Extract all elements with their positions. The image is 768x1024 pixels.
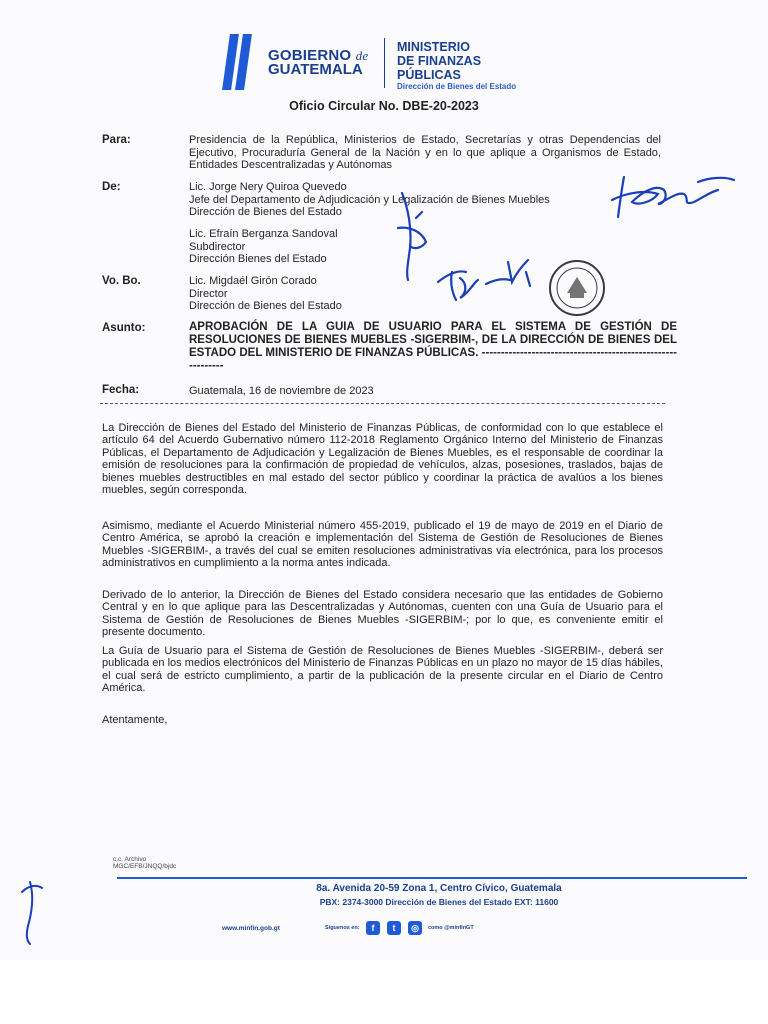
footer-address: 8a. Avenida 20-59 Zona 1, Centro Cívico, Guatemala	[316, 883, 562, 894]
instagram-icon[interactable]: ◎	[408, 921, 422, 935]
gov-logo-line2: GUATEMALA	[268, 61, 363, 78]
document-title: Oficio Circular No. DBE-20-2023	[289, 99, 479, 113]
ministry-title: MINISTERIO DE FINANZAS PÚBLICAS	[397, 40, 482, 82]
fecha-divider	[100, 403, 665, 404]
footer-website-link[interactable]: www.minfin.gob.gt	[222, 925, 280, 932]
closing: Atentamente,	[102, 714, 168, 726]
sender2-block	[189, 228, 338, 266]
body-paragraph-1: La Dirección de Bienes del Estado del Ministerio de Finanzas Públicas, de conformidad con lo que establece el artículo 64 del Acuerdo Gubernativo número 112-2018 Reglamento Orgánico Interno del Ministerio de Finanzas Públicas, el Departamento de Adjudicación y Legalización de Bienes Muebles, es el responsable de coordinar la emisión de resoluciones para la confirmación de propiedad de vehículos, alzas, posesiones, traslados, bajas de bienes muebles destructibles en mal estado del sector público y coordinar la práctica de avalúos a los bienes muebles, según corresponda.	[102, 422, 663, 497]
sender1-name: Lic. Jorge Nery Quiroa Quevedo	[189, 181, 347, 193]
page-margin	[0, 960, 768, 1024]
body-paragraph-2: Asimismo, mediante el Acuerdo Ministerial número 455-2019, publicado el 19 de mayo de 2019 en el Diario de Centro América, se aprobó la creación e implementación del Sistema de Gestión de Resoluciones de Bienes Muebles -SIGERBIM-, a través del cual se emiten resoluciones administrativas vía electrónica, para los procesos administrativos en cumplimiento a la norma antes indicada.	[102, 520, 663, 570]
para-text: Presidencia de la República, Ministerios de Estado, Secretarías y otras Dependencias del Ejecutivo, Procuraduría General de la Nación y en lo que aplique a Organismos de Estado, Entidades Descentralizadas y Autónomas	[189, 134, 661, 171]
header-divider	[384, 38, 385, 88]
footer-handle: como @minfinGT	[428, 925, 474, 931]
vobo-block	[189, 275, 342, 313]
sender1-role: Jefe del Departamento de Adjudicación y Legalización de Bienes Muebles	[189, 193, 550, 206]
asunto-label: Asunto:	[102, 322, 146, 334]
facebook-icon[interactable]: f	[366, 921, 380, 935]
sender2-office: Dirección Bienes del Estado	[189, 253, 327, 265]
sender1-block	[189, 181, 550, 219]
sender2-role: Subdirector	[189, 240, 246, 253]
cc-block: c.c. Archivo MGC/EFB/JNQQ/bjdc	[113, 856, 177, 870]
footer-follow-label: Síguenos en:	[325, 925, 360, 931]
vobo-name: Lic. Migdaél Girón Corado	[189, 275, 317, 287]
guatemala-flag-logo	[222, 34, 262, 90]
signature-director-icon	[430, 252, 540, 307]
footer-pbx: PBX: 2374-3000 Dirección de Bienes del Estado EXT: 11600	[319, 897, 559, 907]
sender1-office: Dirección de Bienes del Estado	[189, 206, 342, 218]
de-label: De:	[102, 181, 121, 193]
vobo-label: Vo. Bo.	[102, 275, 141, 287]
asunto-text: APROBACIÓN DE LA GUIA DE USUARIO PARA EL SISTEMA DE GESTIÓN DE RESOLUCIONES DE BIENES MUEBLES -SIGERBIM-, DE LA DIRECCIÓN DE BIENES DEL ESTADO DEL MINISTERIO DE FINANZAS PÚBLICAS. ------------------------------------------------------------	[189, 321, 677, 372]
body-paragraph-4: La Guía de Usuario para el Sistema de Gestión de Resoluciones de Bienes Muebles -SIGERBIM-, deberá ser publicada en los medios electrónicos del Ministerio de Finanzas Públicas en un plazo no mayor de 15 días hábiles, el cual será de estricto cumplimiento, a partir de la publicación de la presente circular en el Diario de Centro América.	[102, 645, 663, 695]
vobo-role: Director	[189, 287, 228, 300]
para-label: Para:	[102, 134, 131, 146]
vobo-office: Dirección de Bienes del Estado	[189, 300, 342, 312]
official-seal-icon	[548, 259, 606, 317]
twitter-icon[interactable]: t	[387, 921, 401, 935]
fecha-label: Fecha:	[102, 384, 140, 396]
footer-divider	[117, 877, 747, 879]
ministry-subtitle: Dirección de Bienes del Estado	[397, 82, 517, 91]
body-paragraph-3: Derivado de lo anterior, la Dirección de Bienes del Estado considera necesario que las entidades de Gobierno Central y en lo que aplique para las Descentralizadas y Autónomas, cuenten con una Guía de Usuario para el Sistema de Gestión de Resoluciones de Bienes Muebles -SIGERBIM-; por lo que, es conveniente emitir el presente documento.	[102, 589, 663, 639]
signature-jefe-icon	[598, 172, 738, 222]
gov-logo-line1: GOBIERNO de	[268, 47, 369, 64]
fecha-text: Guatemala, 16 de noviembre de 2023	[189, 385, 374, 397]
sender2-name: Lic. Efraín Berganza Sandoval	[189, 228, 338, 240]
